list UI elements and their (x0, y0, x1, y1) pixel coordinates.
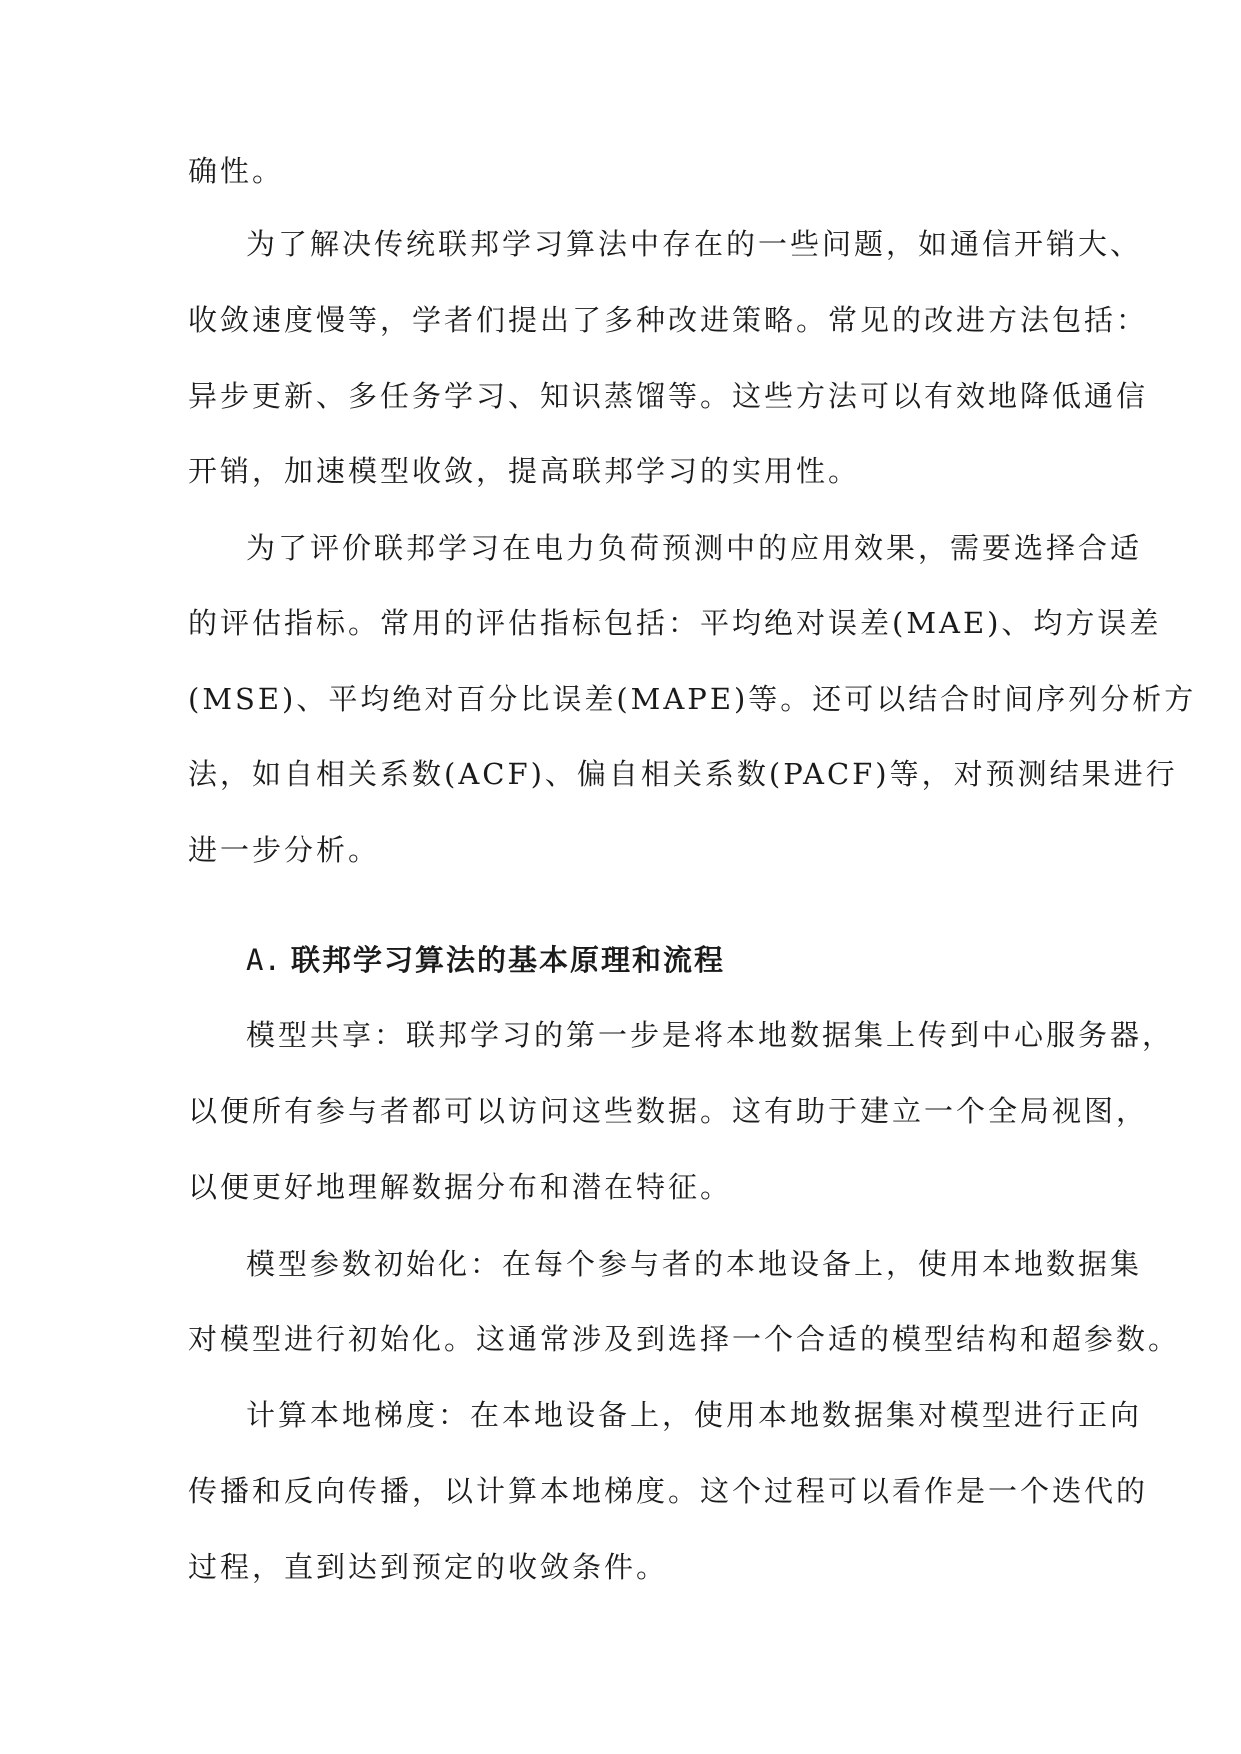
text-line: 为了解决传统联邦学习算法中存在的一些问题，如通信开销大、 (246, 227, 1143, 261)
section-heading (0, 935, 1241, 985)
text-line: 异步更新、多任务学习、知识蒸馏等。这些方法可以有效地降低通信 (188, 379, 1149, 413)
text-line: 开销，加速模型收敛，提高联邦学习的实用性。 (188, 454, 861, 488)
text-line: 对模型进行初始化。这通常涉及到选择一个合适的模型结构和超参数。 (188, 1322, 1181, 1356)
text-line: (MSE)、平均绝对百分比误差(MAPE)等。还可以结合时间序列分析方 (188, 682, 1197, 716)
text-line: 法，如自相关系数(ACF)、偏自相关系数(PACF)等，对预测结果进行 (188, 757, 1178, 791)
text-line: 以便更好地理解数据分布和潜在特征。 (188, 1170, 733, 1204)
section-title: 联邦学习算法的基本原理和流程 (291, 943, 726, 977)
text-line: 的评估指标。常用的评估指标包括：平均绝对误差(MAE)、均方误差 (188, 606, 1162, 640)
text-line: 进一步分析。 (188, 833, 381, 867)
text-line: 计算本地梯度：在本地设备上，使用本地数据集对模型进行正向 (246, 1398, 1143, 1432)
text-line: 模型共享：联邦学习的第一步是将本地数据集上传到中心服务器， (246, 1018, 1175, 1052)
section-number: A. (246, 943, 281, 977)
text-line: 确性。 (188, 154, 285, 188)
text-line: 过程，直到达到预定的收敛条件。 (188, 1550, 669, 1584)
paragraph-1-tail (0, 146, 1241, 196)
text-line: 以便所有参与者都可以访问这些数据。这有助于建立一个全局视图， (188, 1094, 1149, 1128)
text-line: 收敛速度慢等，学者们提出了多种改进策略。常见的改进方法包括： (188, 303, 1149, 337)
text-line: 为了评价联邦学习在电力负荷预测中的应用效果，需要选择合适 (246, 531, 1143, 565)
text-line: 传播和反向传播，以计算本地梯度。这个过程可以看作是一个迭代的 (188, 1474, 1149, 1508)
text-line: 模型参数初始化：在每个参与者的本地设备上，使用本地数据集 (246, 1247, 1143, 1281)
